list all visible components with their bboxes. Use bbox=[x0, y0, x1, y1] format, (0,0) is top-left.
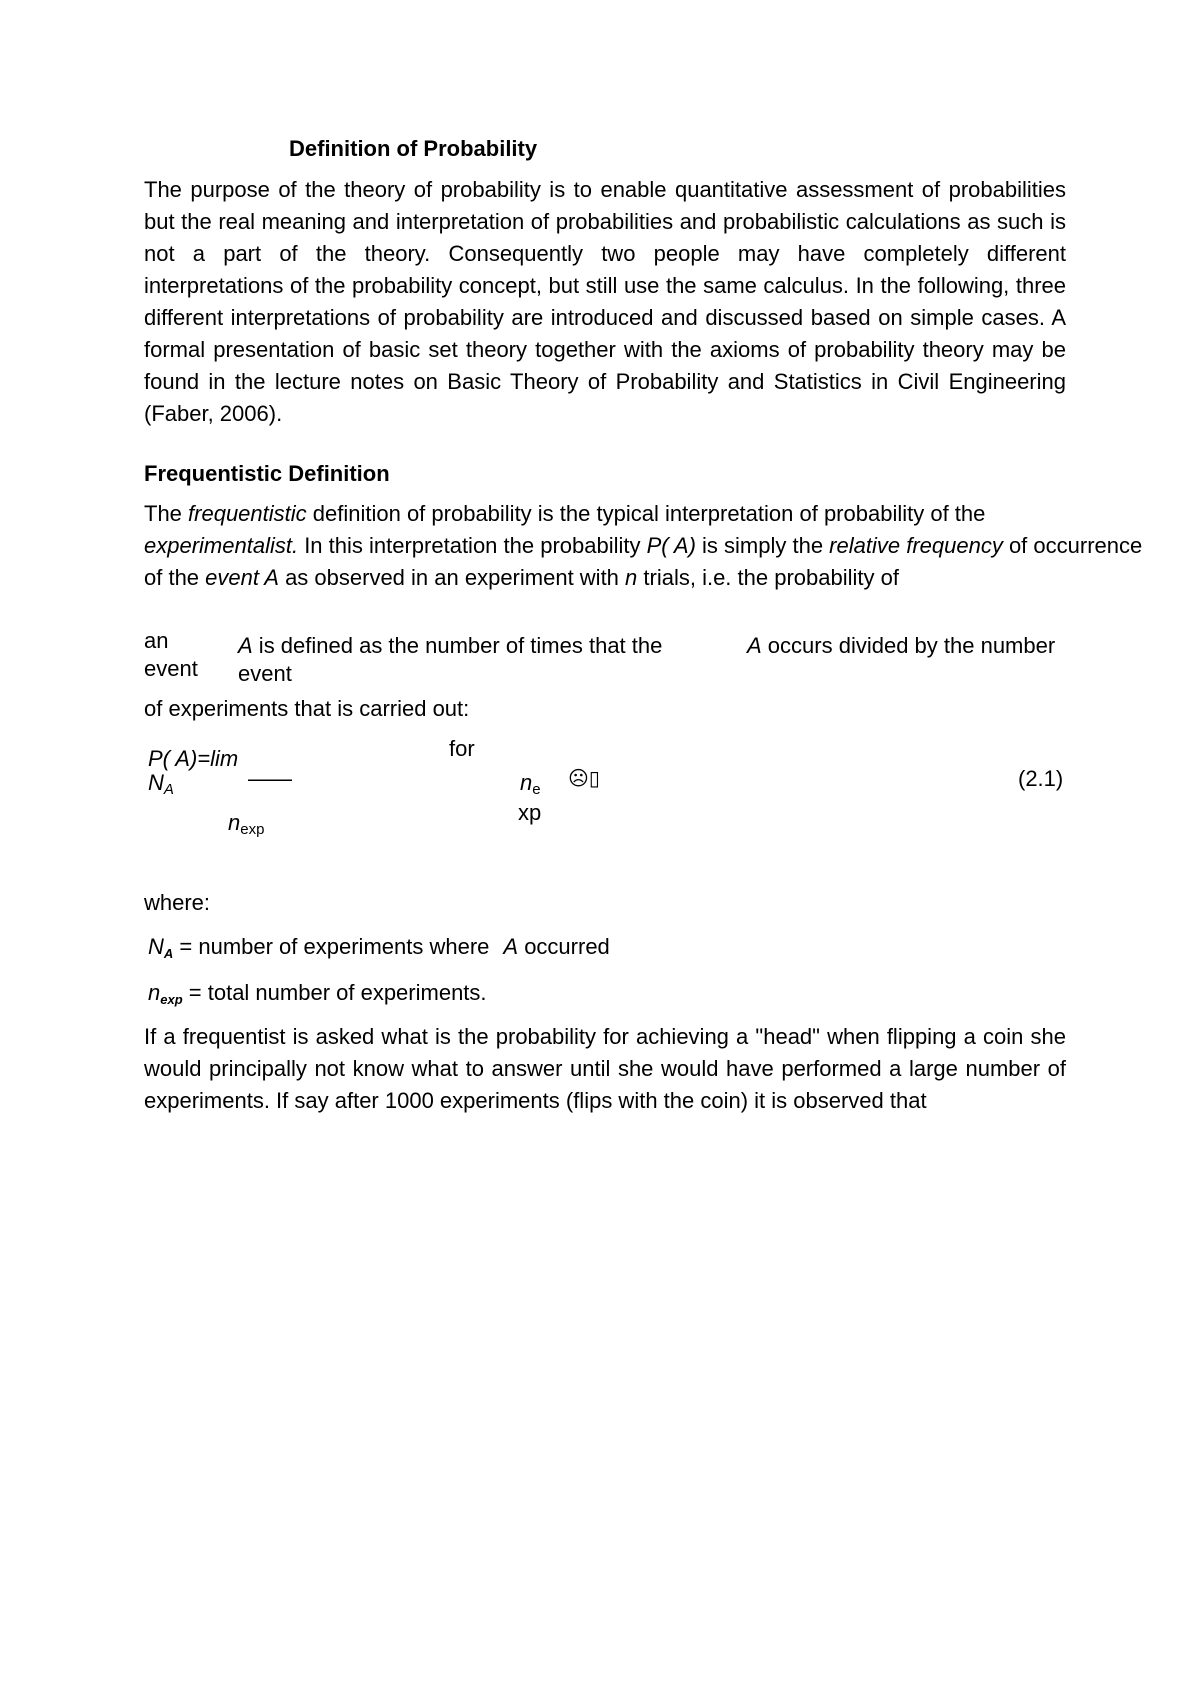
definition-na bbox=[148, 934, 610, 963]
equation-sub: exp bbox=[160, 992, 183, 1007]
italic-term: event A bbox=[205, 565, 279, 590]
word-event: event bbox=[144, 656, 198, 681]
fraction-bar: —— bbox=[248, 766, 292, 791]
text-run: is defined as the number of times that the bbox=[252, 633, 663, 658]
italic-term: A bbox=[747, 633, 762, 658]
text-run: trials, i.e. the probability of bbox=[637, 565, 899, 590]
italic-term: A bbox=[238, 633, 253, 658]
closing-paragraph: If a frequentist is asked what is the probability for achieving a "head" when flipping a coin she would principally not know what to answer until she would have performed a large number of experiments. If say after 1000 experiments (flips with the coin) it is observed that bbox=[144, 1024, 1066, 1113]
definition-line-end bbox=[747, 633, 1055, 659]
page-title: Definition of Probability bbox=[289, 136, 538, 161]
equation-limit-xp: xp bbox=[518, 800, 542, 825]
equation-var: N bbox=[148, 770, 164, 795]
equation-limit-var bbox=[520, 770, 541, 799]
text-run: occurs divided by the number bbox=[761, 633, 1056, 658]
word-an: an bbox=[144, 628, 169, 653]
equation-denominator bbox=[228, 810, 264, 839]
definition-nexp bbox=[148, 980, 487, 1009]
italic-term: relative frequency bbox=[829, 533, 1003, 558]
equation-var: n bbox=[520, 770, 533, 795]
italic-term: P( A) bbox=[646, 533, 696, 558]
where-label: where: bbox=[144, 890, 211, 915]
equation-sub: exp bbox=[240, 821, 265, 838]
equation-number: (2.1) bbox=[1018, 766, 1064, 791]
text-run: definition of probability is the typical interpretation of probability of the bbox=[306, 501, 986, 526]
equation-sub: A bbox=[163, 781, 174, 798]
intro-paragraph: The purpose of the theory of probability is to enable quantitative assessment of probabilities but the real meaning and interpretation of probabilities and probabilistic calculations as such is not a part of the theory. Consequently two people may have completely different interpretations of the probability concept, but still use the same calculus. In the following, three different interpretations of probability are introduced and discussed based on simple cases. A formal presentation of basic set theory together with the axioms of probability theory may be found in the lecture notes on Basic Theory of Probability and Statistics in Civil Engineering (Faber, 2006). bbox=[144, 177, 1066, 426]
unrendered-symbol-icon: ☹▯ bbox=[568, 768, 600, 790]
equation-var: n bbox=[148, 980, 161, 1005]
italic-term: frequentistic bbox=[188, 501, 307, 526]
text-run: In this interpretation the probability bbox=[298, 533, 647, 558]
equation-probability bbox=[148, 746, 238, 772]
equation-sub: e bbox=[532, 781, 541, 798]
frequentistic-paragraph bbox=[144, 498, 1144, 594]
text-run: of occurrence of the bbox=[144, 533, 1143, 590]
text-run: as observed in an experiment with bbox=[278, 565, 626, 590]
carried-out-line: of experiments that is carried out: bbox=[144, 696, 470, 721]
section-heading: Frequentistic Definition bbox=[144, 461, 390, 486]
text-run: = total number of experiments. bbox=[182, 980, 487, 1005]
text-run: occurred bbox=[518, 934, 610, 959]
text-run: = number of experiments where bbox=[173, 934, 490, 959]
equation-sub: A bbox=[163, 946, 174, 961]
equation-for: for bbox=[449, 736, 475, 761]
equation-numerator bbox=[148, 770, 174, 799]
equation-var: n bbox=[228, 810, 241, 835]
italic-term: experimentalist. bbox=[144, 533, 299, 558]
italic-term: A bbox=[503, 934, 519, 959]
equation-var: N bbox=[148, 934, 164, 959]
text-run: The bbox=[144, 501, 189, 526]
word-event-2: event bbox=[238, 661, 292, 686]
equation-term: P( A)=lim bbox=[148, 746, 239, 771]
italic-term: n bbox=[625, 565, 638, 590]
text-run: is simply the bbox=[695, 533, 830, 558]
definition-line bbox=[238, 633, 662, 659]
